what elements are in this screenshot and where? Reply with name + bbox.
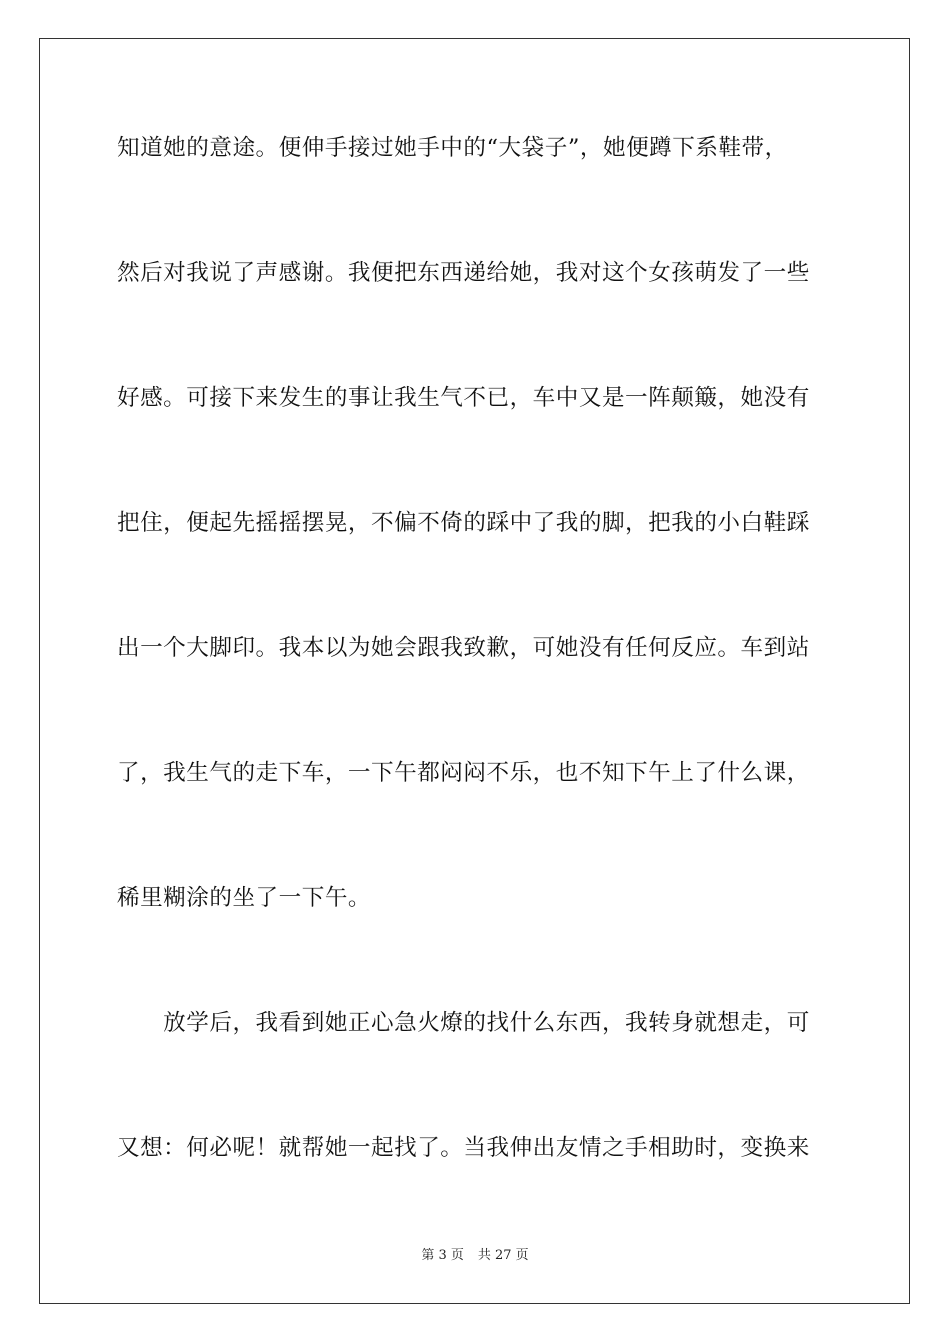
page-footer (0, 1247, 950, 1265)
paragraph-line: 了，我生气的走下车，一下午都闷闷不乐，也不知下午上了什么课， (117, 760, 810, 786)
paragraph-line: 好感。可接下来发生的事让我生气不已，车中又是一阵颠簸，她没有 (117, 385, 810, 411)
paragraph-line: 出一个大脚印。我本以为她会跟我致歉，可她没有任何反应。车到站 (117, 635, 810, 661)
paragraph-line: 又想：何必呢！就帮她一起找了。当我伸出友情之手相助时，变换来 (117, 1135, 810, 1161)
page-total: 共 27 页 (477, 1248, 529, 1263)
paragraph-line: 稀里糊涂的坐了一下午。 (117, 885, 372, 911)
paragraph-line: 然后对我说了声感谢。我便把东西递给她，我对这个女孩萌发了一些 (117, 260, 810, 286)
paragraph-line: 放学后，我看到她正心急火燎的找什么东西，我转身就想走，可 (117, 1010, 810, 1036)
page-number: 第 3 页 (421, 1248, 464, 1263)
page-border (39, 38, 910, 1304)
paragraph-line: 把住，便起先摇摇摆晃，不偏不倚的踩中了我的脚，把我的小白鞋踩 (117, 510, 810, 536)
paragraph-line: 知道她的意途。便伸手接过她手中的“大袋子”，她便蹲下系鞋带， (117, 135, 788, 161)
